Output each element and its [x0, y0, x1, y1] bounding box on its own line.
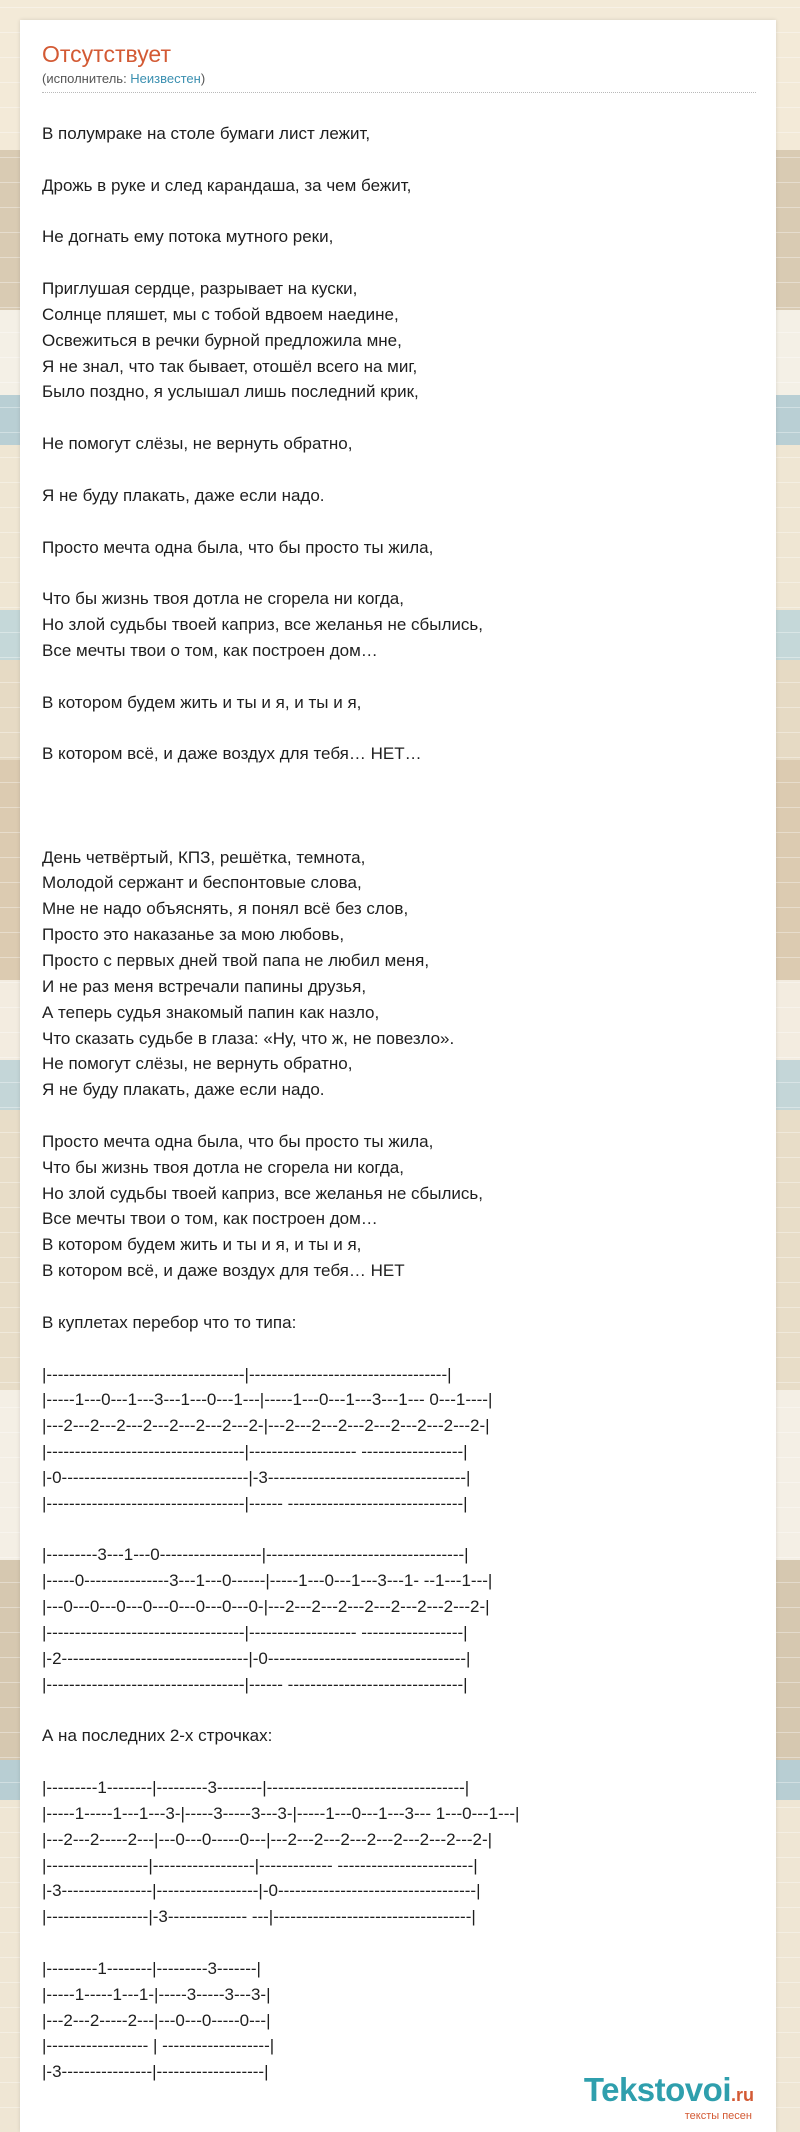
lyrics-stanza [42, 276, 762, 405]
lyrics-line: Я не буду плакать, даже если надо. [42, 1080, 325, 1100]
logo-wordmark [584, 2073, 754, 2112]
lyrics-stanza [42, 535, 762, 561]
lyrics-stanza [42, 1723, 762, 1749]
lyrics-stanza [42, 690, 762, 716]
lyrics-line: Что сказать судьбе в глаза: «Ну, что ж, не повезло». [42, 1028, 455, 1048]
lyrics-line: |-----0---------------3---1---0------|-----1---0---1---3---1- --1---1---| [42, 1571, 493, 1591]
lyrics-line: В котором будем жить и ты и я, и ты и я, [42, 1235, 362, 1255]
lyrics-line: Все мечты твои о том, как построен дом… [42, 1209, 378, 1229]
lyrics-line: Не помогут слёзы, не вернуть обратно, [42, 1054, 353, 1074]
lyrics-line: |---------1--------|---------3--------|-----------------------------------| [42, 1778, 470, 1797]
lyrics-line: В котором будем жить и ты и я, и ты и я, [42, 692, 362, 712]
lyrics-line: |-----1-----1---1---3-|-----3-----3---3-|-----1---0---1---3--- 1---0---1---| [42, 1803, 520, 1823]
lyrics-line: |-0---------------------------------|-3-----------------------------------| [42, 1467, 471, 1487]
lyrics-line: Но злой судьбы твоей каприз, все желанья не сбылись, [42, 615, 483, 635]
site-logo[interactable] [584, 2073, 754, 2122]
page-title: Отсутствует [42, 41, 171, 67]
artist-suffix: ) [200, 71, 206, 86]
lyrics-line: |---0---0---0---0---0---0---0---0-|---2---2---2---2---2---2---2---2-| [42, 1597, 490, 1617]
lyrics-line: |-----------------------------------|------------------- ------------------| [42, 1442, 468, 1462]
lyrics-line: Просто мечта одна была, что бы просто ты жила, [42, 1131, 434, 1151]
lyrics-line: |-----------------------------------|-----------------------------------| [42, 1364, 452, 1384]
lyrics-line: |-3----------------|-------------------| [42, 2062, 269, 2082]
artist-prefix: (исполнитель: [42, 71, 131, 86]
lyrics-line: Не помогут слёзы, не вернуть обратно, [42, 434, 353, 454]
logo-main-text: Tekstovoi [583, 2071, 731, 2108]
song-header [42, 40, 756, 88]
lyrics-stanza [42, 1956, 762, 2085]
lyrics-line: Освежиться в речки бурной предложила мне, [42, 330, 402, 350]
lyrics-line: Было поздно, я услышал лишь последний крик, [42, 382, 419, 402]
logo-tld: .ru [730, 2085, 754, 2105]
lyrics-line: Просто с первых дней твой папа не любил меня, [42, 951, 430, 970]
lyrics-line: Что бы жизнь твоя дотла не сгорела ни когда, [42, 1157, 404, 1177]
lyrics-line: |-----------------------------------|------------------- ------------------| [42, 1622, 468, 1642]
lyrics-stanza [42, 1542, 762, 1697]
lyrics-line: Мне не надо объяснять, я понял всё без слов, [42, 899, 409, 919]
lyrics-stanza [42, 173, 762, 199]
lyrics-line: |------------------|------------------|------------- ------------------------| [42, 1855, 478, 1875]
lyrics-line: |---------1--------|---------3-------| [42, 1958, 261, 1978]
lyrics-stanza [42, 483, 762, 509]
lyrics-line: А теперь судья знакомый папин как назло, [42, 1002, 380, 1022]
lyrics-line: |-----1---0---1---3---1---0---1---|-----1---0---1---3---1--- 0---1----| [42, 1390, 493, 1410]
lyrics-line: |------------------ | -------------------| [42, 2036, 275, 2056]
lyrics-stanza [42, 741, 762, 767]
lyrics-sheet [20, 20, 776, 2132]
lyrics-line: |-----------------------------------|------ -------------------------------| [42, 1674, 468, 1694]
lyrics-line: |-3----------------|------------------|-0-----------------------------------| [42, 1881, 481, 1901]
lyrics-line: Не догнать ему потока мутного реки, [42, 227, 334, 247]
lyrics-line: Все мечты твои о том, как построен дом… [42, 640, 378, 660]
lyrics-stanza [42, 1129, 762, 1284]
lyrics-line: А на последних 2-х строчках: [42, 1726, 273, 1746]
artist-line [42, 70, 756, 88]
lyrics-line: Просто мечта одна была, что бы просто ты жила, [42, 537, 434, 557]
lyrics-line: Просто это наказанье за мою любовь, [42, 925, 345, 945]
lyrics-line: Дрожь в руке и след карандаша, за чем бежит, [42, 175, 412, 195]
lyrics-line: В куплетах перебор что то типа: [42, 1312, 297, 1332]
lyrics-line: Я не знал, что так бывает, отошёл всего на миг, [42, 356, 418, 376]
lyrics-line: |-----------------------------------|------ -------------------------------| [42, 1493, 468, 1513]
lyrics-stanza [42, 845, 762, 1103]
lyrics-line: Солнце пляшет, мы с тобой вдвоем наедине, [42, 304, 399, 324]
lyrics-stanza [42, 1362, 762, 1517]
lyrics-line: |---------3---1---0------------------|-----------------------------------| [42, 1545, 469, 1565]
lyrics-line: В котором всё, и даже воздух для тебя… НЕТ [42, 1261, 405, 1281]
artist-link[interactable]: Неизвестен [130, 71, 201, 86]
lyrics-line: |---2---2-----2---|---0---0-----0---| [42, 2010, 271, 2030]
lyrics-line: Что бы жизнь твоя дотла не сгорела ни когда, [42, 589, 404, 609]
lyrics-line: |---2---2-----2---|---0---0-----0---|---2---2---2---2---2---2---2---2-| [42, 1829, 493, 1849]
header-divider [42, 92, 756, 93]
lyrics-line: Но злой судьбы твоей каприз, все желанья не сбылись, [42, 1183, 483, 1203]
lyrics-line: |---2---2---2---2---2---2---2---2-|---2---2---2---2---2---2---2---2-| [42, 1416, 490, 1436]
lyrics-line: День четвёртый, КПЗ, решётка, темнота, [42, 847, 366, 867]
lyrics-line: |-2---------------------------------|-0-----------------------------------| [42, 1648, 471, 1668]
lyrics-body [42, 121, 762, 2111]
lyrics-line: Приглушая сердце, разрывает на куски, [42, 279, 358, 299]
lyrics-stanza [42, 586, 762, 664]
lyrics-stanza [42, 1310, 762, 1336]
section-gap [42, 793, 762, 845]
lyrics-line: Я не буду плакать, даже если надо. [42, 485, 325, 505]
lyrics-line: В котором всё, и даже воздух для тебя… НЕТ… [42, 744, 422, 764]
lyrics-line: |-----1-----1---1-|-----3-----3---3-| [42, 1984, 271, 2004]
lyrics-stanza [42, 1775, 762, 1930]
lyrics-stanza [42, 431, 762, 457]
lyrics-line: В полумраке на столе бумаги лист лежит, [42, 124, 371, 143]
lyrics-line: Молодой сержант и беспонтовые слова, [42, 873, 362, 893]
lyrics-stanza [42, 121, 762, 147]
logo-tagline: тексты песен [684, 2110, 752, 2122]
lyrics-line: |------------------|-3-------------- ---|-----------------------------------| [42, 1907, 476, 1927]
lyrics-stanza [42, 224, 762, 250]
lyrics-line: И не раз меня встречали папины друзья, [42, 976, 367, 996]
